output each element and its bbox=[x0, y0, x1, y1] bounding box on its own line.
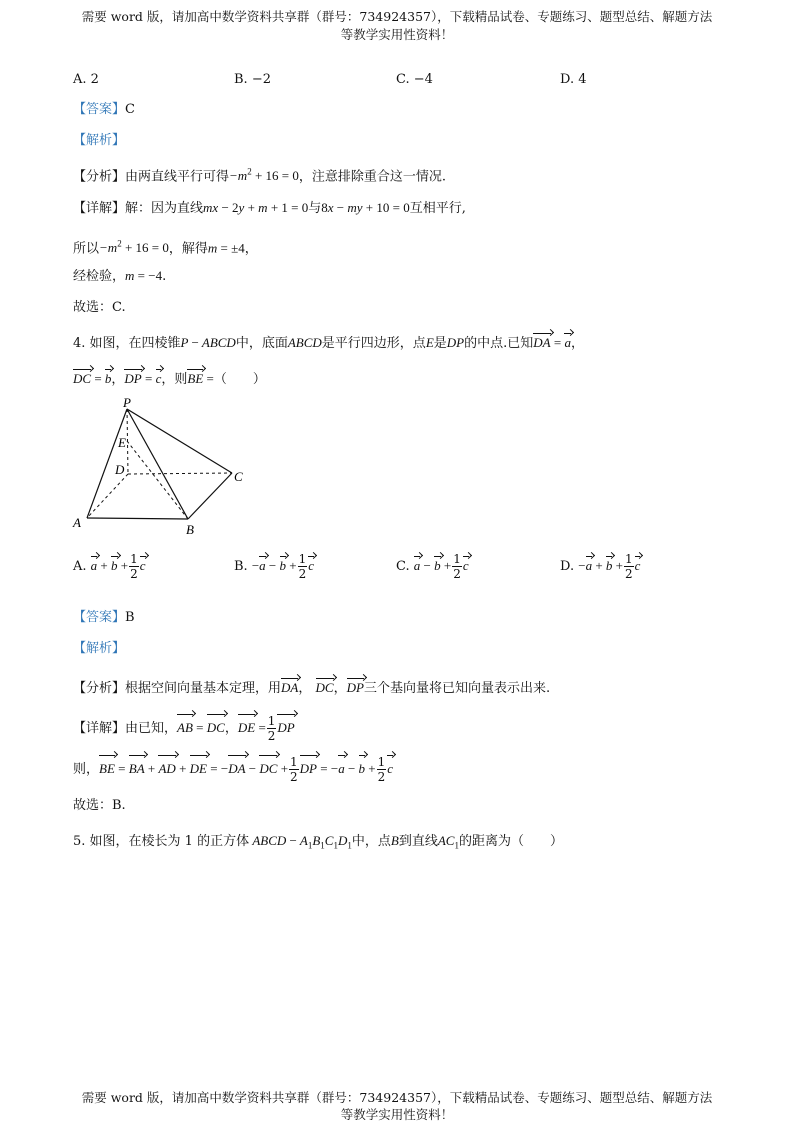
q3-option-b: B. −2 bbox=[234, 72, 271, 87]
math-expr: mx − 2y + m + 1 = 0 bbox=[203, 200, 309, 215]
edge-bc bbox=[188, 473, 232, 519]
answer-tag: 【答案】 bbox=[73, 102, 126, 117]
q4-xiangjie: 【详解】由已知，AB = DC，DE = $\frac{1}{2}$ DP bbox=[73, 714, 295, 743]
segment-be bbox=[127, 441, 188, 519]
math-expr: $-m^2 + 16 = 0$ bbox=[99, 239, 169, 256]
q4-option-d: D. −a + b + $\frac{1}{2}$ c bbox=[560, 552, 641, 581]
edge-ab bbox=[87, 518, 188, 519]
edge-da bbox=[87, 474, 128, 518]
q3-choose: 故选：C. bbox=[73, 300, 126, 315]
q3-option-d: D. 4 bbox=[560, 72, 587, 87]
header-watermark-line2: 等教学实用性资料！ bbox=[340, 27, 454, 42]
q4-stem-line1: 4. 如图，在四棱锥P − ABCD中，底面ABCD是平行四边形，点E是DP的中点.已知DA = a， bbox=[73, 332, 584, 352]
label-d: D bbox=[115, 462, 125, 477]
q4-option-b: B. −a − b + $\frac{1}{2}$ c bbox=[234, 552, 315, 581]
q3-so: 所以$-m^2 + 16 = 0$，解得m = ±4， bbox=[73, 239, 258, 257]
q4-analysis-tag: 【解析】 bbox=[73, 641, 126, 656]
fenxi-tag: 【分析】 bbox=[73, 169, 126, 185]
q4-option-c: C. a − b + $\frac{1}{2}$ c bbox=[396, 552, 469, 581]
q3-analysis-tag: 【解析】 bbox=[73, 133, 126, 148]
answer-value: B bbox=[125, 610, 135, 625]
q4-then: 则，BE = BA + AD + DE = −DA − DC + $\frac{1}{2}$ DP = −a − b + $\frac{1}{2}$ c bbox=[73, 755, 394, 784]
q4-stem-line2: DC = b，DP = c，则BE =（ ） bbox=[73, 368, 266, 388]
q3-fenxi: 【分析】由两直线平行可得$-m^2 + 16 = 0$，注意排除重合这一情况. bbox=[73, 167, 447, 185]
label-p: P bbox=[123, 395, 131, 410]
edge-dc bbox=[128, 473, 232, 474]
edge-pc bbox=[127, 409, 232, 473]
math-expr: 8x − my + 10 = 0 bbox=[321, 200, 410, 215]
q4-option-a: A. a + b + $\frac{1}{2}$ c bbox=[73, 552, 146, 581]
q3-option-c: C. −4 bbox=[396, 72, 433, 87]
xiangjie-tag: 【详解】 bbox=[73, 201, 126, 216]
label-e: E bbox=[118, 435, 126, 450]
q4-fenxi: 【分析】根据空间向量基本定理，用DA， DC，DP三个基向量将已知向量表示出来. bbox=[73, 677, 550, 697]
footer-watermark-line2: 等教学实用性资料！ bbox=[340, 1107, 454, 1122]
label-a: A bbox=[73, 515, 81, 530]
math-expr: m = −4 bbox=[125, 268, 163, 283]
answer-tag: 【答案】 bbox=[73, 610, 126, 625]
label-b: B bbox=[186, 522, 194, 537]
q3-xiangjie: 【详解】解：因为直线mx − 2y + m + 1 = 0与8x − my + 10 = 0互相平行, bbox=[73, 200, 466, 216]
q4-answer bbox=[73, 610, 135, 626]
q3-check: 经检验，m = −4. bbox=[73, 268, 167, 284]
q4-choose: 故选：B. bbox=[73, 798, 126, 813]
edge-pb bbox=[127, 409, 188, 519]
footer-watermark-line1: 需要 word 版，请加高中数学资料共享群（群号：734924357），下载精品试卷、专题练习、题型总结、解题方法 bbox=[81, 1090, 713, 1105]
label-c: C bbox=[234, 469, 243, 484]
q5-stem: 5. 如图，在棱长为 1 的正方体 ABCD − $A_1B_1C_1D_1$中，点B到直线$AC_1$的距离为（ ） bbox=[73, 833, 563, 851]
math-expr: $-m^2 + 16 = 0$ bbox=[229, 167, 299, 184]
header-watermark-line1: 需要 word 版，请加高中数学资料共享群（群号：734924357），下载精品试卷、专题练习、题型总结、解题方法 bbox=[81, 9, 713, 24]
q3-option-a: A. 2 bbox=[73, 72, 99, 87]
q3-answer bbox=[73, 102, 135, 118]
answer-value: C bbox=[125, 102, 135, 117]
math-expr: m = ±4 bbox=[207, 240, 245, 256]
pyramid-figure bbox=[68, 395, 258, 540]
